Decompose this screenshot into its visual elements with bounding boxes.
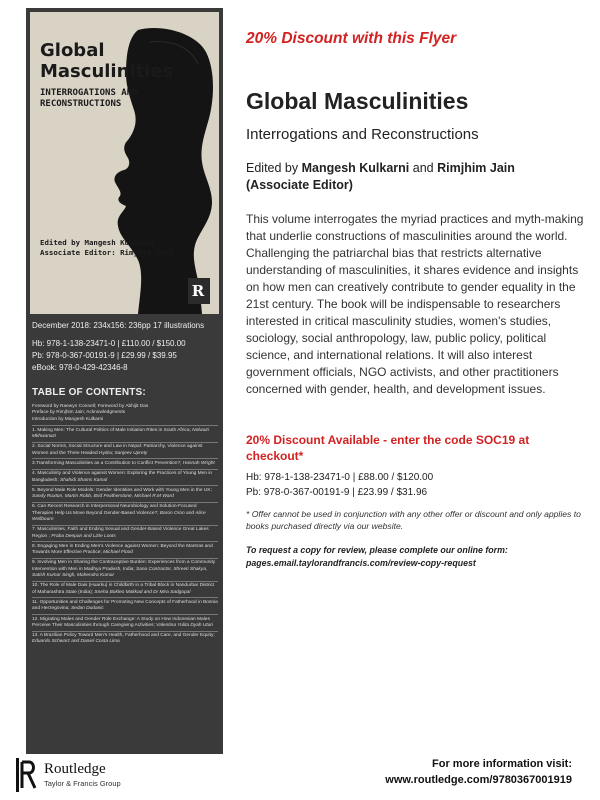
- toc-chapter: [32, 525, 218, 540]
- cover-subtitle: INTERROGATIONS AND RECONSTRUCTIONS: [40, 88, 138, 109]
- toc-chapter: [32, 458, 218, 467]
- toc-chapter-author: Michael Flood: [103, 550, 133, 556]
- more-info-link[interactable]: www.routledge.com/9780367001919: [385, 774, 572, 786]
- toc-chapter-author: Baron Oron and Alice Wellbourn: [32, 510, 206, 522]
- publisher-name: Routledge: [44, 761, 106, 777]
- toc-chapter-author: Shahidi Shams Kamal: [60, 477, 108, 483]
- toc-chapter-title: 8. Engaging Men in Ending Men's Violence against Women: Beyond the Mantras and Towards More Effective Practice;: [32, 543, 213, 556]
- toc-chapter-title: 4. Masculinity and Violence against Women: Exploring the Practices of Young Men in Bangladesh;: [32, 471, 213, 483]
- toc-chapter-author: Sneha Bokleo Makkad and Dr Mira Sadgopal: [94, 589, 191, 595]
- toc-chapter: [32, 631, 218, 646]
- toc-chapter-title: 6. Can Recent Research in Interpersonal Neurobiology and Solution-Focused Therapies Help Us Move Beyond Gender-Based Violence?;: [32, 504, 197, 516]
- routledge-r-icon: [16, 758, 38, 792]
- toc-chapter: [32, 558, 218, 579]
- toc-front-matter: [32, 404, 218, 423]
- publisher-group: Taylor & Francis Group: [44, 779, 121, 788]
- book-title: Global Masculinities: [246, 88, 469, 114]
- toc-heading: TABLE OF CONTENTS:: [32, 387, 146, 398]
- toc-front-line: Preface by Rimjhim Jain; Acknowledgments: [32, 410, 126, 416]
- pub-date: December 2018: 234x156: 236pp 17 illustrations: [32, 321, 205, 330]
- toc-chapter: [32, 502, 218, 523]
- toc-front-line: Introduction by Mangesh Kulkarni: [32, 416, 104, 422]
- toc-chapter: [32, 442, 218, 457]
- toc-chapter-list: [32, 425, 218, 646]
- toc-chapter-author: Nolwazi Mkhwanazi: [32, 427, 209, 440]
- table-of-contents: [32, 387, 218, 646]
- toc-chapter-author: Valentina Yulita Dyah Utari: [156, 622, 214, 628]
- toc-chapter-author: Sandy Ruxton, Martin Robb, Brid Featherstone, Michael R.M Ward: [32, 494, 174, 500]
- book-subtitle: Interrogations and Reconstructions: [246, 126, 479, 143]
- pub-hb: Hb: 978-1-138-23471-0 | £110.00 / $150.00: [32, 339, 186, 348]
- toc-chapter: [32, 614, 218, 629]
- cover-editors: Edited by Mangesh Kulkarni Associate Editor: Rimjhim Jain: [40, 238, 174, 257]
- review-copy-link[interactable]: pages.email.taylorandfrancis.com/review-copy-request: [246, 558, 476, 568]
- toc-chapter-title: 9. Involving Men in Sharing the Contraceptive Burden: Experiences from a Community Intervention with Men in Madhya Pradesh, India;: [32, 560, 216, 572]
- toc-chapter-title: 12. Migrating Males and Gender Role Exchange: A Study on How Indonesian Males Perceive Their Masculinities through Caregiving Activities;: [32, 616, 210, 628]
- toc-chapter-title: 10. The Role of Male Dais (Huarku) in Childbirth in a Tribal Block in Nandurbar District of Maharashtra State (India);: [32, 583, 215, 595]
- toc-chapter-title: 1. Making Men: The Cultural Politics of Male Initiation Rites in South Africa;: [32, 427, 191, 433]
- toc-chapter-title: 2. Social Norms, Social Structure and Law in Nepal: Patriarchy, Violence against Women and the Three Headed Hydra;: [32, 444, 203, 456]
- left-column: [26, 8, 223, 754]
- discount-prices: [246, 470, 586, 500]
- toc-front-line: Foreword by Raewyn Connell; Foreword by Abhijit Das: [32, 404, 149, 409]
- toc-chapter: [32, 485, 218, 500]
- toc-chapter-title: 7. Masculinities, Faith and Ending Sexual and Gender-Based Violence Great Lakes Region ;: [32, 527, 209, 539]
- review-copy-request: To request a copy for review, please complete our online form: pages.email.taylorandfrancis.com/review-copy-request: [246, 544, 586, 570]
- cover-title: Global Masculinities: [40, 40, 174, 82]
- book-description: This volume interrogates the myriad practices and myth-making that underlie constructions of masculinities around the world. Challenging the patriarchal bias that restricts alternative understanding of masculinities, it shares evidence and insights on how men can creatively contribute to gender equality in the 21st century. The book will be indispensable to researchers interested in critical masculinity studies, women's studies, sociology, social anthropology, law, public policy, political science, and international relations. It will also interest government officials, NGO activists, and other practitioners concerned with gender, health, and development issues.: [246, 212, 584, 396]
- hb-discount-price: Hb: 978-1-138-23471-0 | £88.00 / $120.00: [246, 472, 434, 483]
- toc-chapter-author: Sedan Dudanic: [70, 606, 104, 612]
- pub-ebook: eBook: 978-0-429-42346-8: [32, 363, 128, 372]
- more-info: For more information visit: www.routledge.com/9780367001919: [252, 756, 572, 788]
- toc-chapter: [32, 425, 218, 440]
- toc-chapter-author: Hannah Wright: [182, 460, 215, 466]
- editor-1: Mangesh Kulkarni: [301, 161, 410, 175]
- toc-chapter-title: 5. Beyond Male Role Models: Gender Identities and Work with Young Men in the UK;: [32, 487, 212, 493]
- toc-chapter: [32, 541, 218, 556]
- discount-heading: 20% Discount with this Flyer: [246, 30, 457, 47]
- toc-chapter-title: 3.Transforming Masculinities as a Contribution to Conflict Prevention?;: [32, 460, 182, 466]
- editors-line: Edited by Mangesh Kulkarni and Rimjhim Jain (Associate Editor): [246, 161, 515, 192]
- promo-code-text: 20% Discount Available - enter the code SOC19 at checkout*: [246, 433, 530, 463]
- toc-chapter: [32, 469, 218, 484]
- flyer-discount-banner: [246, 30, 586, 48]
- routledge-logo[interactable]: [16, 758, 216, 794]
- publication-info: [32, 320, 218, 374]
- toc-chapter-author: Praba Deepan and Lizle Loots: [51, 533, 116, 539]
- cover-publisher-logo: R: [191, 282, 205, 300]
- pub-pb: Pb: 978-0-367-00191-9 | £29.99 / $39.95: [32, 351, 177, 360]
- editor-2: Rimjhim Jain (Associate Editor): [246, 161, 515, 192]
- toc-chapter-author: Sanjeev Uprety: [114, 450, 148, 456]
- toc-chapter: [32, 597, 218, 612]
- offer-note: * Offer cannot be used in conjunction with any other offer or discount and only applies to books purchased directly via our website.: [246, 509, 581, 531]
- toc-chapter-title: 11. Opportunities and Challenges for Promoting New Concepts of Fatherhood in Bosnia and Herzegovina;: [32, 599, 218, 612]
- pb-discount-price: Pb: 978-0-367-00191-9 | £23.99 / $31.96: [246, 487, 428, 498]
- toc-chapter-author: Eduardo Schwarz and Daniel Costa Lima: [32, 639, 120, 645]
- toc-chapter: [32, 581, 218, 596]
- toc-chapter-title: 13. A Brazilian Policy Toward Men's Health, Fatherhood and Care, and Gender Equity;: [32, 633, 215, 639]
- book-cover: [30, 12, 219, 314]
- toc-chapter-author: Sana Contractor, Shreeti Shakya, Satish Kumar Singh, Mahendra Kumar: [32, 566, 208, 579]
